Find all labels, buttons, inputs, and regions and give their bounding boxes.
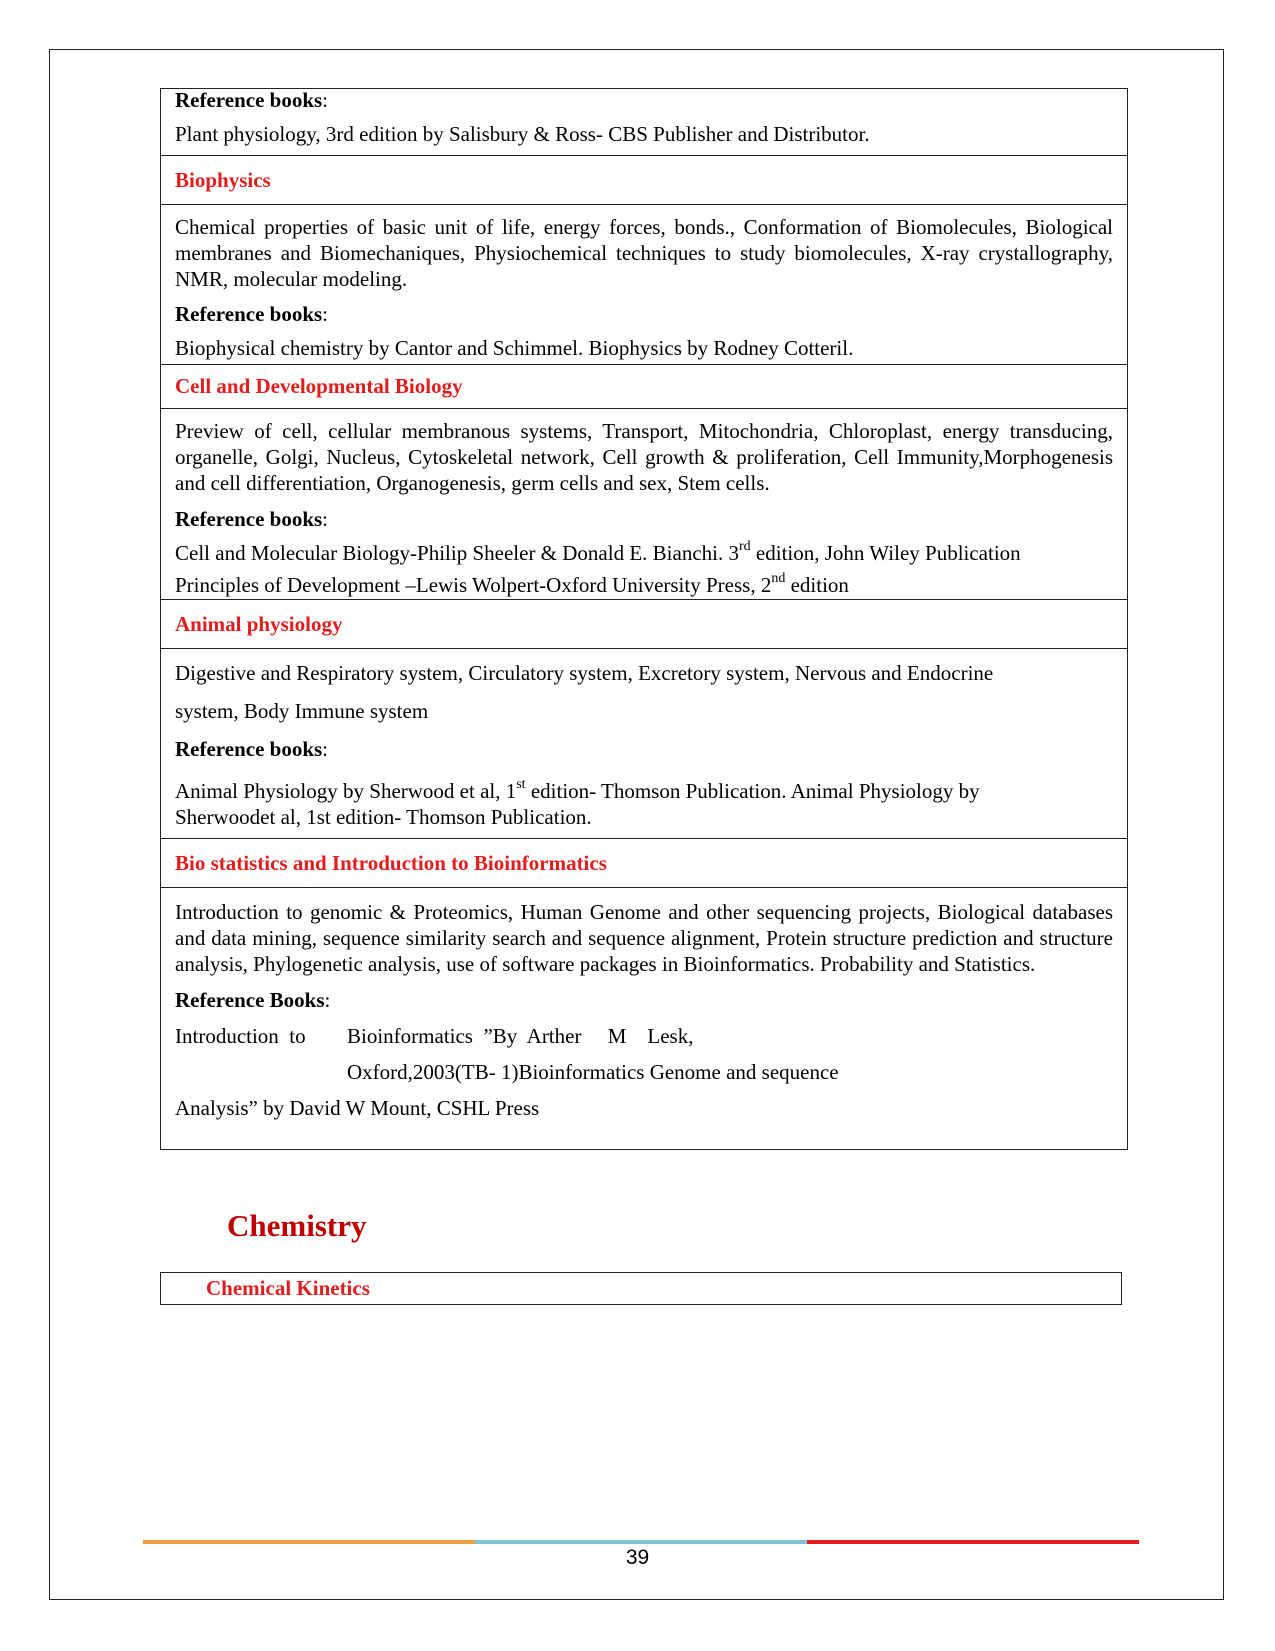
chemistry-table — [160, 1272, 1122, 1305]
section-title: Biophysics — [175, 168, 271, 192]
section-body-animal-physiology — [161, 648, 1127, 838]
reference-text: Principles of Development –Lewis Wolpert-Oxford University Press, 2nd edition — [175, 571, 849, 597]
section-header-animal-physiology — [161, 599, 1127, 648]
section-header-biophysics — [161, 155, 1127, 204]
syllabus-table — [160, 88, 1128, 1150]
chemistry-heading: Chemistry — [227, 1208, 367, 1243]
reference-text: Analysis” by David W Mount, CSHL Press — [175, 1096, 540, 1120]
section-title: Bio statistics and Introduction to Bioinformatics — [175, 851, 607, 875]
reference-heading: Reference books: — [175, 88, 329, 112]
section-body-bioinformatics — [161, 887, 1127, 1149]
section-body-biophysics — [161, 204, 1127, 364]
footer-rule-orange — [143, 1540, 475, 1544]
page-number: 39 — [625, 1546, 650, 1569]
footer-rule-teal — [475, 1540, 807, 1544]
plant-physiology-reference-row — [161, 87, 1127, 155]
reference-text: Introduction to Bioinformatics ”By Arther M Lesk, — [175, 1024, 694, 1048]
reference-heading: Reference books: — [175, 302, 329, 326]
section-header-cell-biology — [161, 364, 1127, 408]
section-body-cell-biology — [161, 408, 1127, 599]
reference-text: Biophysical chemistry by Cantor and Schimmel. Biophysics by Rodney Cotteril. — [175, 336, 854, 360]
reference-text: Plant physiology, 3rd edition by Salisbury & Ross- CBS Publisher and Distributor. — [175, 122, 870, 146]
reference-heading: Reference books: — [175, 507, 329, 531]
reference-heading: Reference books: — [175, 737, 329, 761]
section-title: Cell and Developmental Biology — [175, 374, 463, 398]
section-description: Preview of cell, cellular membranous systems, Transport, Mitochondria, Chloroplast, energy transducing, organelle, Golgi, Nucleus, Cytoskeletal network, Cell growth & proliferation, Cell Immunity,Morphogenesis and cell differentiation, Organogenesis, germ cells and sex, Stem cells. — [175, 419, 1113, 495]
section-header-bioinformatics — [161, 838, 1127, 887]
section-description: Digestive and Respiratory system, Circulatory system, Excretory system, Nervous and Endocrine — [175, 661, 994, 685]
reference-text: Animal Physiology by Sherwood et al, 1st edition- Thomson Publication. Animal Physiology by — [175, 777, 980, 803]
section-title: Chemical Kinetics — [206, 1276, 370, 1300]
reference-text: Oxford,2003(TB- 1)Bioinformatics Genome and sequence — [347, 1060, 839, 1084]
reference-heading: Reference Books: — [175, 988, 331, 1012]
footer-rule-red — [807, 1540, 1139, 1544]
reference-text: Sherwoodet al, 1st edition- Thomson Publication. — [175, 805, 592, 829]
section-description: Chemical properties of basic unit of life, energy forces, bonds., Conformation of Biomolecules, Biological membranes and Biomechaniques, Physiochemical techniques to study biomolecules, X-ray crystallography, NMR, molecular modeling. — [175, 215, 1113, 291]
section-title: Animal physiology — [175, 612, 343, 636]
reference-text: Cell and Molecular Biology-Philip Sheeler & Donald E. Bianchi. 3rd edition, John Wiley Publication — [175, 539, 1021, 565]
section-description: Introduction to genomic & Proteomics, Human Genome and other sequencing projects, Biological databases and data mining, sequence similarity search and sequence alignment, Protein structure prediction and structure analysis, Phylogenetic analysis, use of software packages in Bioinformatics. Probability and Statistics. — [175, 900, 1113, 976]
section-description: system, Body Immune system — [175, 699, 429, 723]
